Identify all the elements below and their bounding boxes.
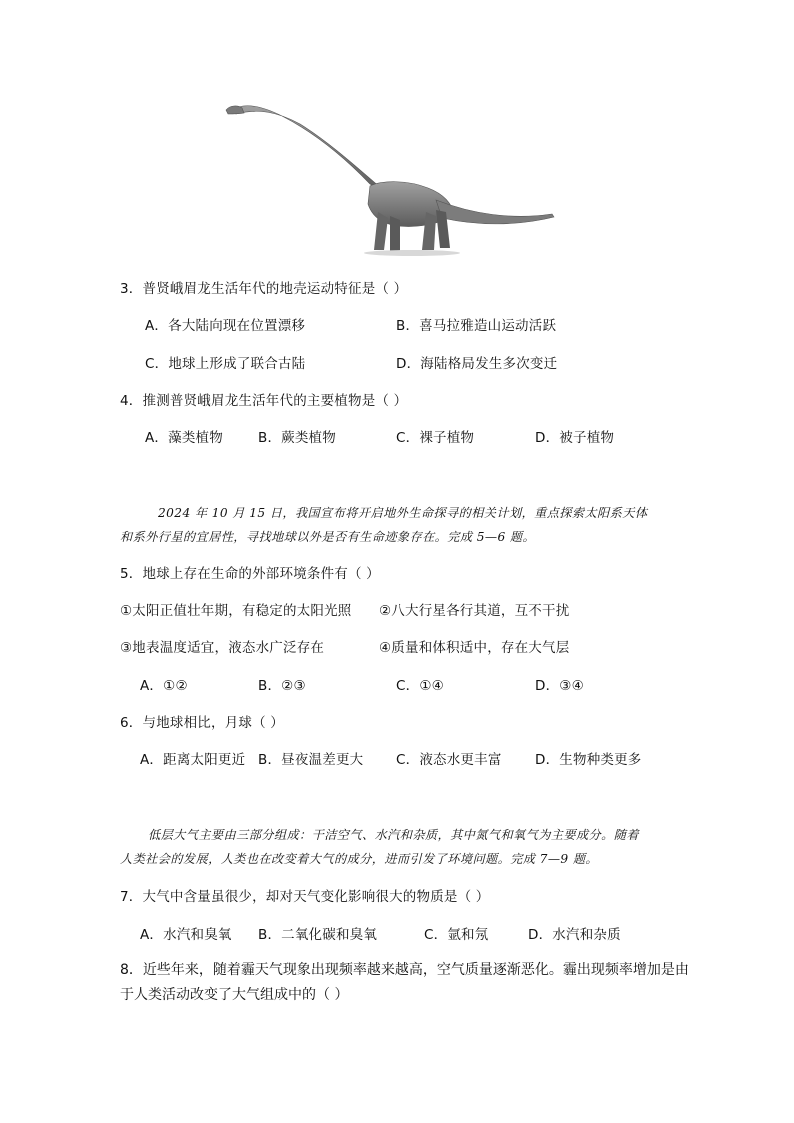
question-4-stem: 4．推测普贤峨眉龙生活年代的主要植物是（ ） bbox=[120, 393, 408, 409]
passage-2-line-2: 人类社会的发展，人类也在改变着大气的成分，进而引发了环境问题。完成 7—9 题。 bbox=[120, 852, 599, 866]
question-6-option-d: D．生物种类更多 bbox=[535, 752, 642, 768]
question-7-option-b: B．二氧化碳和臭氧 bbox=[258, 927, 378, 943]
question-6-stem: 6．与地球相比，月球（ ） bbox=[120, 715, 284, 731]
question-4-option-c: C．裸子植物 bbox=[396, 430, 475, 446]
dinosaur-image bbox=[222, 100, 558, 260]
question-4-option-b: B．蕨类植物 bbox=[258, 430, 336, 446]
question-5-condition-4: ④质量和体积适中，存在大气层 bbox=[379, 640, 570, 656]
passage-2-line-1: 低层大气主要由三部分组成：干洁空气、水汽和杂质，其中氮气和氧气为主要成分。随着 bbox=[148, 828, 639, 842]
question-3-option-a: A．各大陆向现在位置漂移 bbox=[145, 318, 306, 334]
question-5-condition-3: ③地表温度适宜，液态水广泛存在 bbox=[120, 640, 325, 656]
passage-1-line-2: 和系外行星的宜居性，寻找地球以外是否有生命迹象存在。完成 5—6 题。 bbox=[120, 530, 536, 544]
question-5-condition-1: ①太阳正值壮年期，有稳定的太阳光照 bbox=[120, 603, 352, 619]
question-7-option-d: D．水汽和杂质 bbox=[528, 927, 621, 943]
question-7-option-a: A．水汽和臭氧 bbox=[140, 927, 232, 943]
question-6-option-a: A．距离太阳更近 bbox=[140, 752, 246, 768]
question-3-option-d: D．海陆格局发生多次变迁 bbox=[396, 356, 558, 372]
question-7-option-c: C．氩和氖 bbox=[424, 927, 489, 943]
question-3-option-b: B．喜马拉雅造山运动活跃 bbox=[396, 318, 557, 334]
question-8-line-1: 8．近些年来，随着霾天气现象出现频率越来越高，空气质量逐渐恶化。霾出现频率增加是由 bbox=[120, 962, 689, 978]
question-5-option-b: B．②③ bbox=[258, 678, 306, 694]
question-4-option-d: D．被子植物 bbox=[535, 430, 615, 446]
question-3-stem: 3．普贤峨眉龙生活年代的地壳运动特征是（ ） bbox=[120, 281, 408, 297]
question-4-option-a: A．藻类植物 bbox=[145, 430, 223, 446]
question-5-condition-2: ②八大行星各行其道，互不干扰 bbox=[379, 603, 570, 619]
question-5-option-d: D．③④ bbox=[535, 678, 584, 694]
question-8-line-2: 于人类活动改变了大气组成中的（ ） bbox=[120, 987, 349, 1003]
question-5-option-c: C．①④ bbox=[396, 678, 444, 694]
passage-1-line-1: 2024 年 10 月 15 日，我国宣布将开启地外生命探寻的相关计划，重点探索太阳系天体 bbox=[158, 506, 648, 520]
question-5-stem: 5．地球上存在生命的外部环境条件有（ ） bbox=[120, 566, 380, 582]
question-3-option-c: C．地球上形成了联合古陆 bbox=[145, 356, 306, 372]
question-5-option-a: A．①② bbox=[140, 678, 188, 694]
question-6-option-c: C．液态水更丰富 bbox=[396, 752, 502, 768]
question-7-stem: 7．大气中含量虽很少，却对天气变化影响很大的物质是（ ） bbox=[120, 889, 490, 905]
question-6-option-b: B．昼夜温差更大 bbox=[258, 752, 364, 768]
